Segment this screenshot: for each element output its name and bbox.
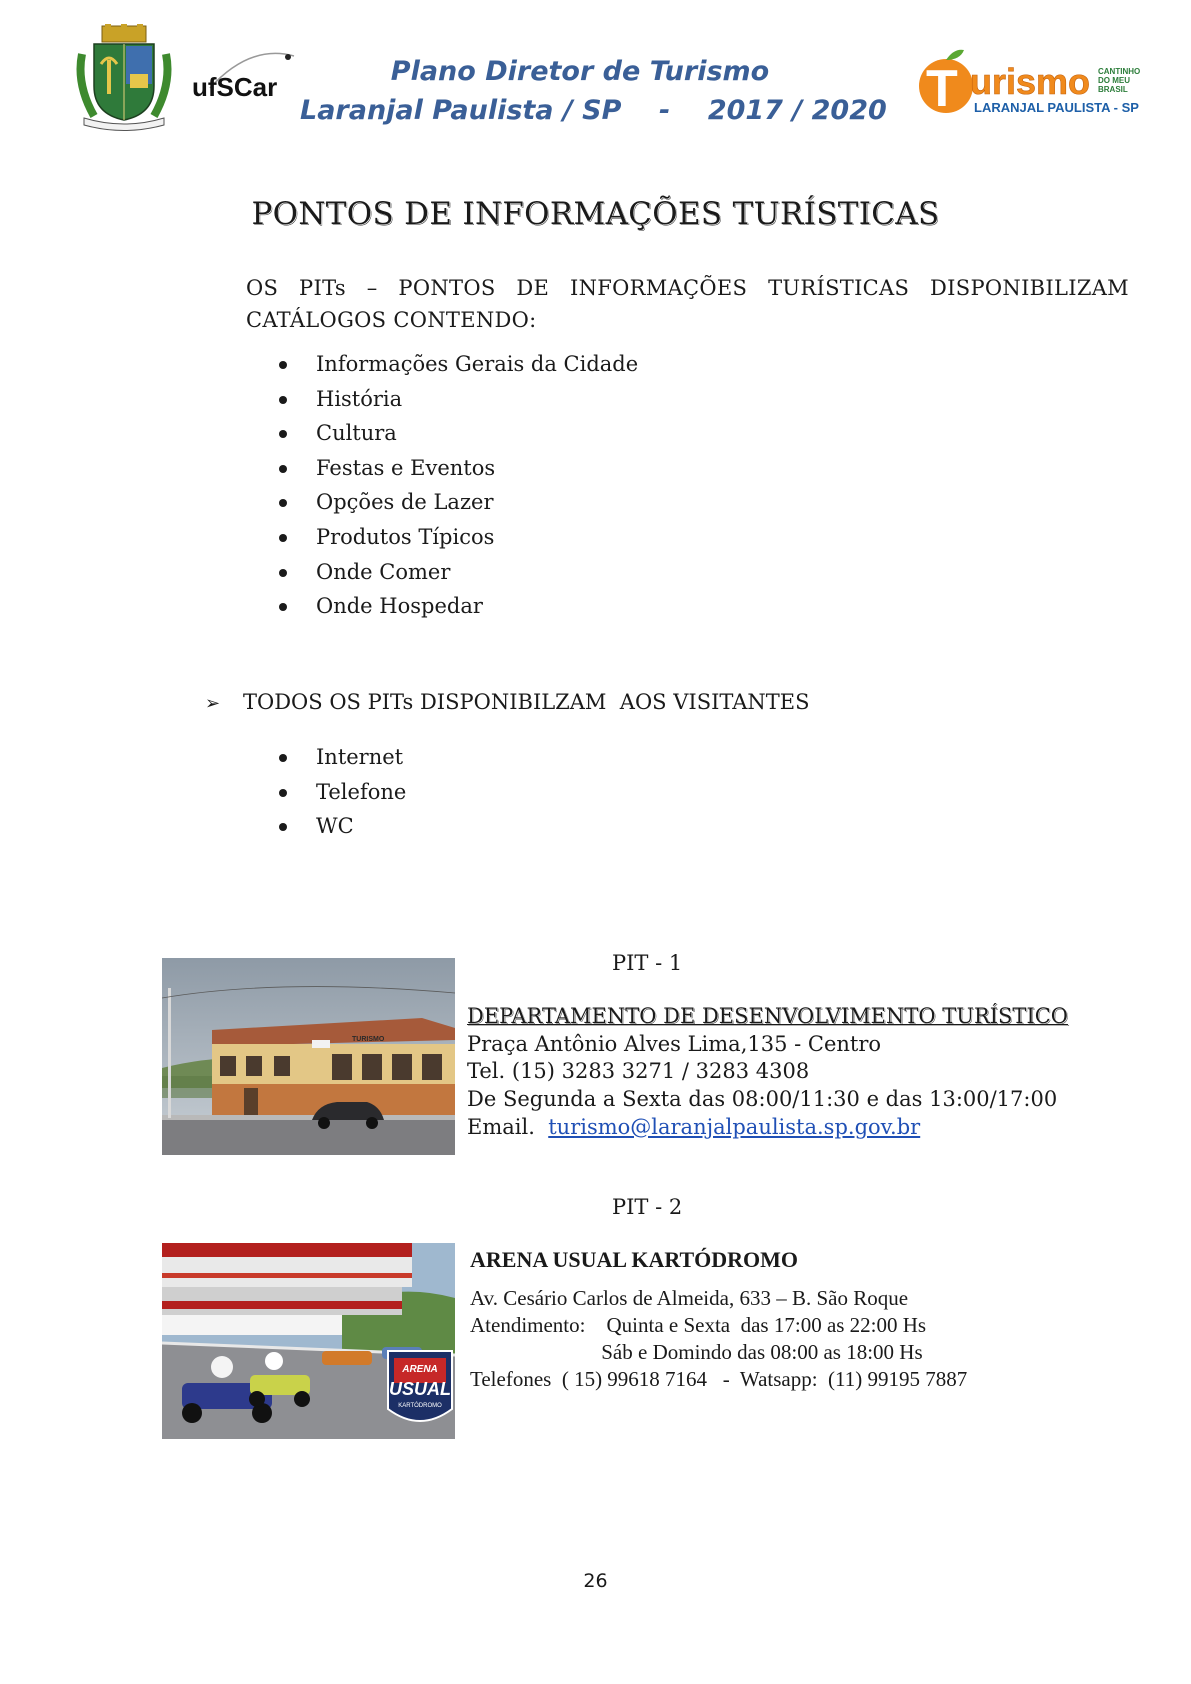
arrow-bullet-icon: ➢ — [205, 693, 221, 714]
turismo-cantinho-logo — [918, 42, 1146, 126]
facility-list — [246, 740, 846, 844]
bullet-icon — [279, 396, 287, 404]
list-item: Onde Comer — [246, 555, 846, 590]
pit1-info — [467, 1003, 1068, 1142]
pit1-name: DEPARTAMENTO DE DESENVOLVIMENTO TURÍSTICO — [467, 1004, 1069, 1028]
svg-text:BRASIL: BRASIL — [1098, 85, 1128, 94]
pit2-hours-weekend: Sáb e Domindo das 08:00 as 18:00 Hs — [470, 1340, 923, 1364]
page-number: 26 — [583, 1570, 608, 1592]
list-item: Festas e Eventos — [246, 451, 846, 486]
pit2-info — [470, 1246, 967, 1393]
pit2-address: Av. Cesário Carlos de Almeida, 633 – B. São Roque — [470, 1286, 909, 1310]
pit1-hours: De Segunda a Sexta das 08:00/11:30 e das 13:00/17:00 — [467, 1087, 1058, 1112]
pit2-name: ARENA USUAL KARTÓDROMO — [470, 1247, 799, 1272]
list-item: Opções de Lazer — [246, 485, 846, 520]
ufscar-logo-text: ufSCar — [192, 72, 278, 102]
bullet-icon — [279, 754, 287, 762]
turismo-logo-word: urismo — [970, 61, 1091, 102]
list-item: Cultura — [246, 416, 846, 451]
list-item: Informações Gerais da Cidade — [246, 347, 846, 382]
header-title-line2: Laranjal Paulista / SP - 2017 / 2020 — [300, 95, 887, 126]
svg-text:T: T — [926, 60, 958, 118]
bullet-icon — [279, 430, 287, 438]
turismo-logo-place: LARANJAL PAULISTA - SP — [974, 100, 1139, 115]
pit1-email-label: Email. — [467, 1114, 549, 1139]
bullet-icon — [279, 823, 287, 831]
turismo-sign: TURISMO — [352, 1036, 385, 1043]
municipal-coat-of-arms — [74, 24, 174, 132]
list-item: Onde Hospedar — [246, 589, 846, 624]
pit1-email-link[interactable]: turismo@laranjalpaulista.sp.gov.br — [548, 1114, 921, 1139]
catalog-list — [246, 347, 846, 624]
bullet-icon — [279, 465, 287, 473]
pit2-label: PIT - 2 — [612, 1195, 683, 1219]
page-title: PONTOS DE INFORMAÇÕES TURÍSTICAS — [251, 196, 940, 232]
bullet-icon — [279, 603, 287, 611]
list-item: Produtos Típicos — [246, 520, 846, 555]
arena-badge-main: USUAL — [389, 1379, 451, 1399]
ufscar-logo — [190, 50, 300, 112]
pit1-building-photo — [162, 958, 455, 1155]
bullet-icon — [279, 361, 287, 369]
list-item: WC — [246, 809, 846, 844]
pit2-hours-weekday: Atendimento: Quinta e Sexta das 17:00 as 22:00 Hs — [470, 1313, 927, 1337]
bullet-icon — [279, 789, 287, 797]
bullet-icon — [279, 569, 287, 577]
pit2-kartodromo-photo — [162, 1243, 455, 1439]
header-title-line1: Plano Diretor de Turismo — [390, 56, 770, 87]
list-item: História — [246, 382, 846, 417]
list-item: Telefone — [246, 775, 846, 810]
arena-badge-sub: KARTÓDROMO — [398, 1403, 442, 1409]
svg-text:CANTINHO: CANTINHO — [1098, 67, 1141, 76]
bullet-icon — [279, 499, 287, 507]
svg-text:DO MEU: DO MEU — [1098, 76, 1130, 85]
pit1-phone: Tel. (15) 3283 3271 / 3283 4308 — [467, 1059, 810, 1084]
intro-paragraph: OS PITs – PONTOS DE INFORMAÇÕES TURÍSTICAS DISPONIBILIZAM CATÁLOGOS CONTENDO: — [246, 276, 1129, 332]
pit1-label: PIT - 1 — [612, 951, 683, 975]
bullet-icon — [279, 534, 287, 542]
pit1-address: Praça Antônio Alves Lima,135 - Centro — [467, 1031, 882, 1056]
arena-badge-top: ARENA — [402, 1364, 438, 1375]
list-item: Internet — [246, 740, 846, 775]
pit1-email-row — [467, 1114, 1068, 1142]
pit2-phones: Telefones ( 15) 99618 7164 - Watsapp: (11) 99195 7887 — [470, 1367, 968, 1391]
todos-pits-heading: ➢ TODOS OS PITs DISPONIBILZAM AOS VISITANTES — [205, 686, 810, 720]
